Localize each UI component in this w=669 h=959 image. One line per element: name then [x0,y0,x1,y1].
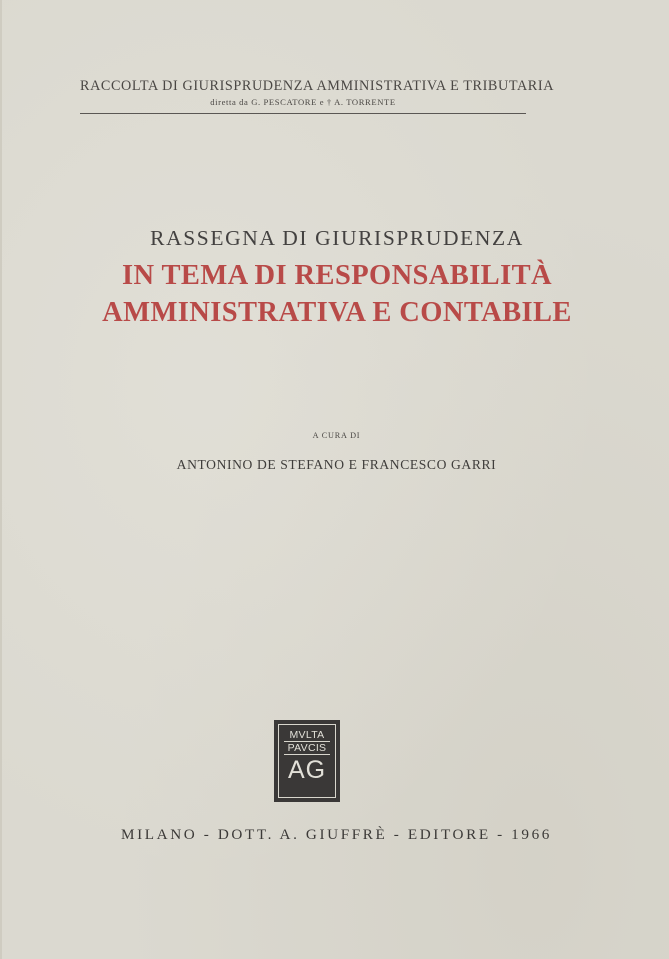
curated-by-label: A CURA DI [312,431,361,440]
book-title-line-2: AMMINISTRATIVA E CONTABILE [102,297,572,328]
logo-motto-line-2: PAVCIS [284,742,330,755]
publisher-imprint: MILANO - DOTT. A. GIUFFRÈ - EDITORE - 1966 [121,826,552,843]
series-editors: diretta da G. PESCATORE e † A. TORRENTE [210,97,396,107]
series-title: RACCOLTA DI GIURISPRUDENZA AMMINISTRATIVA E TRIBUTARIA [80,78,555,94]
series-divider [80,113,526,114]
series-header [80,78,555,114]
authors: ANTONINO DE STEFANO E FRANCESCO GARRI [176,457,497,472]
book-title [62,257,612,331]
publisher-logo-frame [278,724,336,798]
book-kicker: RASSEGNA DI GIURISPRUDENZA [150,226,524,250]
logo-monogram: AG [287,756,327,784]
title-block [62,226,612,331]
publisher-logo [274,720,340,802]
book-title-line-1: IN TEMA DI RESPONSABILITÀ [122,260,552,291]
logo-motto-line-1: MVLTA [284,729,330,742]
